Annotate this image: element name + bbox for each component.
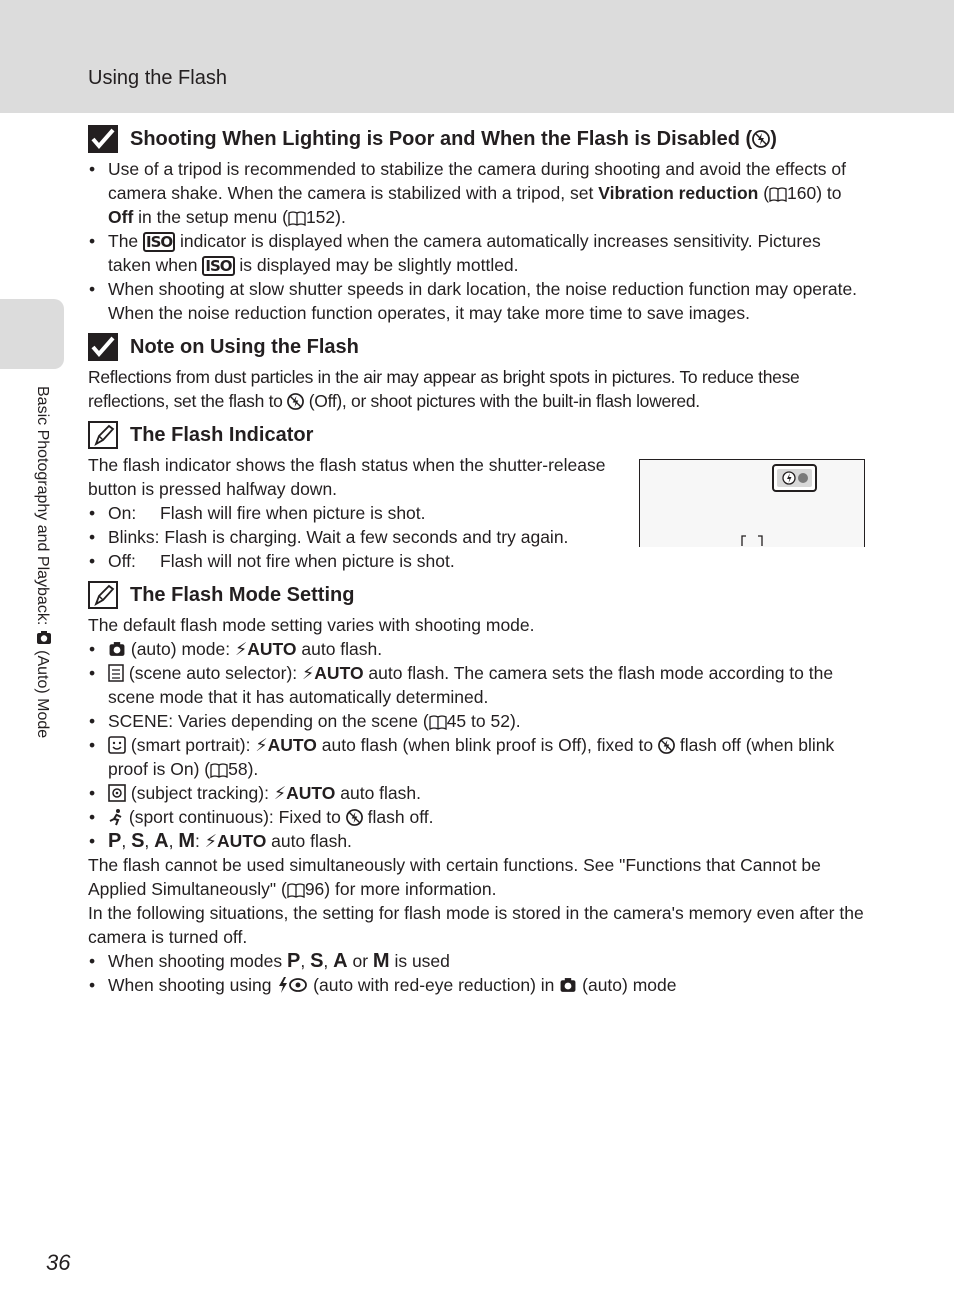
- simultaneous-paragraph: The flash cannot be used simultaneously with certain functions. See "Functions that Cannot be Applied Simultaneously" ( 96) for more information.: [88, 855, 821, 899]
- subject-tracking-icon: [108, 784, 126, 802]
- flash-auto-icon: ⚡AUTO: [255, 735, 317, 755]
- mode-p-icon: P: [108, 830, 122, 852]
- section-heading-poor-lighting: Shooting When Lighting is Poor and When the Flash is Disabled ( ): [88, 125, 868, 153]
- flash-indicator-icon: [780, 469, 812, 487]
- list-item: • (auto) mode: ⚡AUTO auto flash.: [88, 637, 868, 661]
- page-content: [88, 125, 868, 997]
- header-title: Using the Flash: [88, 67, 227, 89]
- chapter-side-label: Basic Photography and Playback: (Auto) Mode: [34, 386, 51, 739]
- page-reference-icon: [210, 762, 228, 778]
- section-heading-note-flash: Note on Using the Flash: [88, 333, 868, 361]
- sport-continuous-icon: [108, 808, 124, 826]
- mode-a-icon: A: [154, 830, 169, 852]
- list-item: • On: Flash will fire when picture is shot.: [88, 501, 868, 525]
- list-item: • Use of a tripod is recommended to stabilize the camera during shooting and avoid the effects of camera shake. When the camera is stabilized with a tripod, set Vibration reduction ( 160) to Off in the setup menu ( 152).: [88, 157, 868, 229]
- note-pencil-icon: [88, 421, 118, 449]
- mode-a-icon: A: [333, 950, 348, 972]
- iso-indicator-icon: ISO: [202, 256, 234, 276]
- camera-auto-icon: [108, 641, 126, 658]
- page-reference-icon: [287, 882, 305, 898]
- mode-p-icon: P: [287, 950, 301, 972]
- camera-auto-icon: [36, 630, 52, 646]
- flash-auto-icon: ⚡AUTO: [273, 783, 336, 803]
- memory-paragraph: In the following situations, the setting for flash mode is stored in the camera's memory even after the camera is turned off.: [88, 903, 864, 947]
- list-item: • When shooting at slow shutter speeds in dark location, the noise reduction function may operate. When the noise reduction function operates, it may take more time to save images.: [88, 277, 868, 325]
- list-item: • SCENE: Varies depending on the scene ( 45 to 52).: [88, 709, 868, 733]
- chapter-tab: [0, 299, 64, 369]
- list-item: • Blinks: Flash is charging. Wait a few seconds and try again.: [88, 525, 868, 549]
- caution-check-icon: [88, 125, 118, 153]
- flash-off-icon: [658, 737, 675, 754]
- poor-lighting-list: [88, 157, 868, 325]
- flash-mode-intro: The default flash mode setting varies with shooting mode.: [88, 615, 535, 635]
- caution-check-icon: [88, 333, 118, 361]
- mode-s-icon: S: [131, 830, 145, 852]
- list-item: • When shooting using (auto with red-eye reduction) in (auto) mode: [88, 973, 868, 997]
- flash-off-icon: [752, 130, 770, 148]
- iso-indicator-icon: ISO: [143, 232, 175, 252]
- list-item: • When shooting modes P, S, A or M is used: [88, 949, 868, 973]
- flash-red-eye-icon: [276, 976, 308, 994]
- page-number: 36: [46, 1250, 71, 1275]
- focus-area-bracket-icon: [736, 534, 768, 546]
- list-item: • Off: Flash will not fire when picture is shot.: [88, 549, 868, 573]
- camera-auto-icon: [559, 977, 577, 994]
- section-heading-flash-mode: The Flash Mode Setting: [88, 581, 868, 609]
- mode-m-icon: M: [178, 830, 196, 852]
- list-item: • P, S, A, M: ⚡AUTO auto flash.: [88, 829, 868, 853]
- smart-portrait-icon: [108, 736, 126, 754]
- flash-off-icon: [346, 809, 363, 826]
- indicator-intro: The flash indicator shows the flash status when the shutter-release button is pressed halfway down.: [88, 455, 606, 499]
- page-reference-icon: [288, 210, 306, 226]
- flash-auto-icon: ⚡AUTO: [204, 831, 267, 851]
- page-reference-icon: [769, 186, 787, 202]
- flash-mode-list: [88, 637, 868, 853]
- page-reference-icon: [429, 714, 447, 730]
- flash-indicator-figure: [639, 459, 865, 547]
- flash-off-icon: [287, 393, 304, 410]
- flash-indicator-display: [772, 464, 817, 492]
- flash-auto-icon: ⚡AUTO: [302, 663, 364, 683]
- note-paragraph: Reflections from dust particles in the air may appear as bright spots in pictures. To reduce these reflections, set the flash to (Off), or shoot pictures with the built-in flash lowered.: [88, 367, 800, 411]
- list-item: • The ISO indicator is displayed when the camera automatically increases sensitivity. Pictures taken when ISO is displayed may be slightly mottled.: [88, 229, 868, 277]
- list-item: • (sport continuous): Fixed to flash off.: [88, 805, 868, 829]
- list-item: • (smart portrait): ⚡AUTO auto flash (when blink proof is Off), fixed to flash off (when blink proof is On) ( 58).: [88, 733, 868, 781]
- note-pencil-icon: [88, 581, 118, 609]
- scene-auto-selector-icon: [108, 664, 124, 682]
- list-item: • (scene auto selector): ⚡AUTO auto flash. The camera sets the flash mode according to the scene mode that it has automatically determined.: [88, 661, 868, 709]
- page-header: [0, 0, 954, 113]
- section-heading-flash-indicator: The Flash Indicator: [88, 421, 868, 449]
- memory-list: [88, 949, 868, 997]
- flash-auto-icon: ⚡AUTO: [234, 639, 297, 659]
- list-item: • (subject tracking): ⚡AUTO auto flash.: [88, 781, 868, 805]
- mode-s-icon: S: [310, 950, 324, 972]
- mode-m-icon: M: [372, 950, 390, 972]
